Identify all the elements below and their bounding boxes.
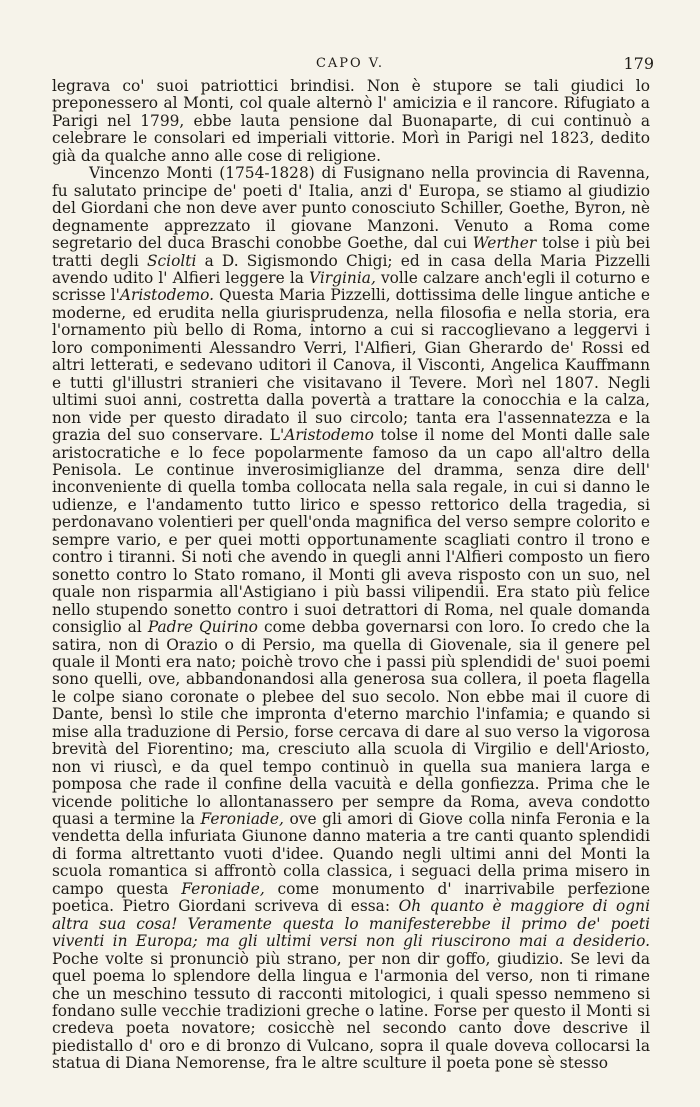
italic-text: Aristodemo. [119, 286, 215, 305]
paragraph-2 [52, 165, 650, 1073]
running-head: CAPO V. [315, 56, 385, 71]
text-run: ove gli amori di Giove colla ninfa Feronia e la vendetta della infuriata Giunone danno materia a tre canti quanto splendidi di forma altrettanto vuoti d'idee. Quando negli ultimi anni del Monti la scuola romantica si affrontò colla classica, i seguaci della prima misero in campo questa [52, 810, 651, 898]
body-text [52, 78, 650, 1073]
text-run: come debba governarsi con loro. Io credo che la satira, non di Orazio o di Persio, ma quella di Giovenale, sia il genere pel quale il Monti era nato; poichè trovo che i passi più splendidi de' suoi poemi sono quelli, ove, abbandonandosi alla generosa sua collera, il poeta flagella le colpe siano coronate o plebee del suo secolo. Non ebbe mai il cuore di Dante, bensì lo stile che impronta d'eterno marchio l'infamia; e quando si mise alla traduzione di Persio, forse cercava di dare al suo verso la vigorosa brevità del Fiorentino; ma, cresciuto alla scuola di Virgilio e dell'Ariosto, non vi riuscì, e da quel tempo continuò in quella sua maniera larga e pomposa che rade il confine della vacuità e della gonfiezza. Prima che le vicende politiche lo allontanassero per sempre da Roma, aveva condotto quasi a termine la [52, 618, 650, 829]
text-run: Questa Maria Pizzelli, dottissima delle lingue antiche e moderne, ed erudita nella giurisprudenza, nella filosofia e nella storia, era l'ornamento più bello di Roma, intorno a cui si raccoglievano a leggervi i loro componimenti Alessandro Verri, l'Alfieri, Gian Gherardo de' Rossi ed altri letterati, e sedevano uditori il Canova, il Visconti, Angelica Kauffmann e tutti gl'illustri stranieri che visitavano il Tevere. Morì nel 1807. Negli ultimi suoi anni, costretta dalla povertà a trattare la conocchia e la calza, non vide per questo diradato il suo circolo; tanta era l'assennatezza e la grazia del suo conservare. L' [52, 286, 650, 445]
italic-text: Virginia, [309, 268, 376, 287]
text-run: a D. Sigismondo Chigi; ed in casa della Maria Pizzelli avendo udito l' Alfieri leggere la [52, 251, 650, 287]
page-header [0, 54, 700, 78]
italic-text: Aristodemo [284, 426, 374, 445]
italic-text: Oh quanto è maggiore di ogni altra sua cosa! Veramente questa lo manifesterebbe il primo de' poeti viventi in Europa; ma gli ultimi versi non gli riuscirono mai a desiderio. [52, 897, 650, 951]
italic-text: Sciolti [147, 251, 197, 270]
text-run: tolse il nome del Monti dalle sale aristocratiche e lo fece popolarmente famoso da un capo all'altro della Penisola. Le continue inverosimiglianze del dramma, senza dire dell' inconveniente di quella tomba collocata nella sala regale, in cui si danno le udienze, e l'andamento tutto lirico e spesso rettorico della tragedia, si perdonavano volentieri per quell'onda magnifica del verso sempre colorito e sempre vario, e per quei motti opportunamente scagliati contro il trono e contro i tiranni. Si noti che avendo in quegli anni l'Alfieri composto un fiero sonetto contro lo Stato romano, il Monti gli aveva risposto con un suo, nel quale non risparmia all'Astigiano i più bassi vilipendii. Era stato più felice nello stupendo sonetto contro i suoi detrattori di Roma, nel quale domanda consiglio al [52, 426, 650, 637]
italic-text: Feroniade, [181, 879, 265, 898]
text-run: legrava co' suoi patriottici brindisi. Non è stupore se tali giudici lo preponessero al Monti, col quale alternò l' amicizia e il rancore. Rifugiato a Parigi nel 1799, ebbe lauta pensione dal Buonaparte, di cui continuò a celebrare le consolari ed imperiali vittorie. Morì in Parigi nel 1823, dedito già da qualche anno alle cose di religione. [52, 77, 650, 165]
text-run: Poche volte si pronunciò più strano, per non dir goffo, giudizio. Se levi da quel poema lo splendore della lingua e l'armonia del verso, non ti rimane che un meschino tessuto di racconti mitologici, i quali spesso nemmeno si fondano sulle vecchie tradizioni greche o latine. Forse per questo il Monti si credeva poeta novatore; cosicchè nel secondo canto dove descrive il piedistallo d' oro e di bronzo di Vulcano, sopra il quale doveva collocarsi la statua di Diana Nemorense, fra le altre sculture il poeta pone sè stesso [52, 949, 650, 1073]
text-run: come monumento d' inarrivabile perfezione poetica. Pietro Giordani scriveva di essa: [52, 879, 650, 916]
text-run: volle calzare anch'egli il coturno e scrisse l' [52, 268, 650, 305]
text-run: tolse i più bei tratti degli [52, 234, 650, 270]
italic-text: Feroniade, [200, 810, 284, 829]
text-run: Vincenzo Monti (1754-1828) di Fusignano nella provincia di Ravenna, fu salutato principe de' poeti d' Italia, anzi d' Europa, se stiamo al giudizio del Giordani che non deve aver punto conosciuto Schiller, Goethe, Byron, nè degnamente apprezzato il giovane Manzoni. Venuto a Roma come segretario del duca Braschi conobbe Goethe, dal cui [52, 164, 650, 253]
page-number: 179 [623, 54, 654, 73]
paragraph-1 [52, 78, 650, 165]
italic-text: Padre Quirino [147, 618, 258, 637]
italic-text: Werther [472, 234, 537, 253]
